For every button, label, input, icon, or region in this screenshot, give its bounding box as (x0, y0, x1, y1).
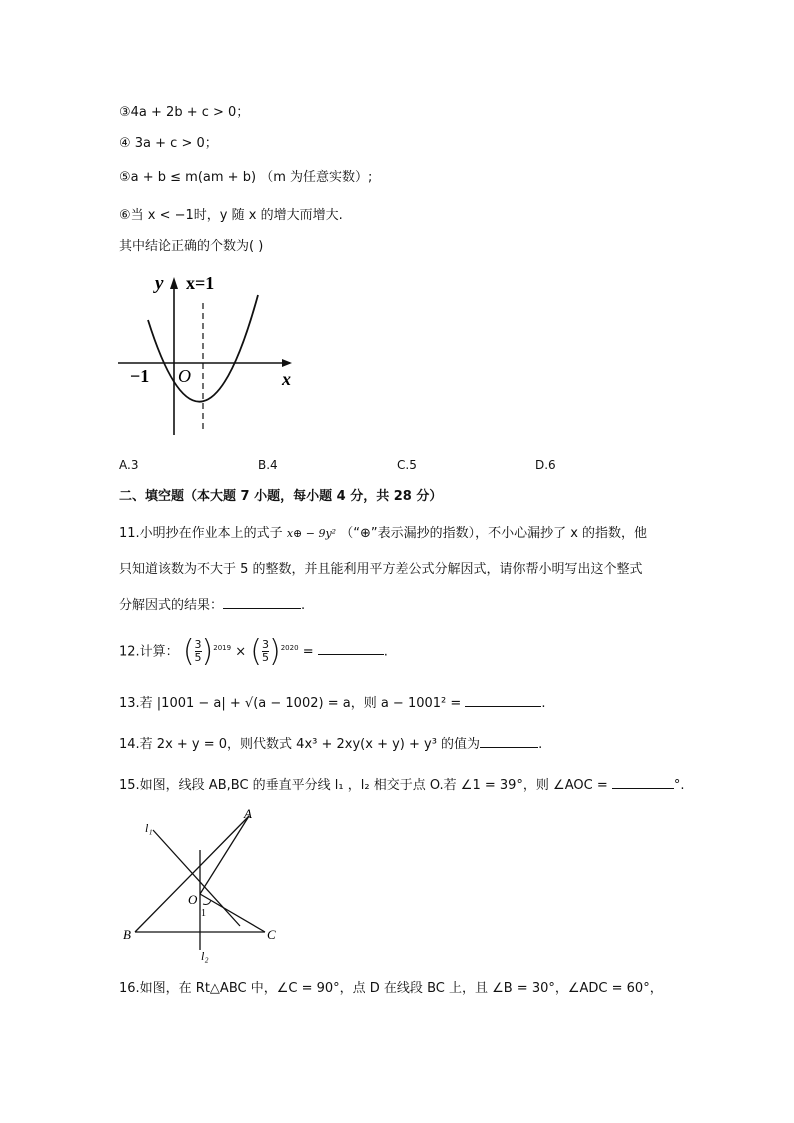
section-2-title: 二、填空题（本大题 7 小题，每小题 4 分，共 28 分） (119, 489, 443, 504)
q13-answer-blank[interactable] (465, 692, 541, 707)
x-axis-arrow (282, 359, 292, 367)
q14-period: . (538, 737, 543, 752)
label-o: O (188, 892, 198, 907)
label-b: B (123, 927, 131, 942)
conclusion-5 (119, 169, 372, 187)
q12-period: . (383, 644, 388, 660)
symmetry-axis-label: x=1 (186, 273, 215, 293)
bisector-diagram (115, 808, 285, 968)
q11-answer-blank[interactable] (223, 594, 301, 609)
label-l1: l₁ (145, 821, 153, 835)
q12-equals: = (302, 644, 314, 660)
q12-left-paren-1: ( (182, 633, 195, 669)
option-b: B.4 (258, 458, 278, 472)
option-c: C.5 (397, 458, 417, 472)
q12-exponent-2: 2020 (280, 644, 299, 652)
conclusion-5-note: （m 为任意实数）; (260, 170, 373, 185)
q15-line (119, 774, 685, 795)
bisector-l1 (153, 830, 240, 926)
q13-period: . (541, 696, 546, 711)
q12-numerator-1: 3 (194, 638, 202, 652)
q12-left-paren-2: ( (250, 633, 262, 669)
q12-fraction-2 (262, 639, 269, 664)
q12-right-paren-2: ) (269, 633, 281, 669)
label-c: C (267, 927, 276, 942)
q13-line (119, 692, 546, 713)
q12-times: × (235, 644, 247, 660)
q11-line-1 (119, 525, 647, 543)
q12-label: 12.计算： (119, 644, 179, 660)
x-axis-label: x (282, 369, 291, 389)
q14-text: 14.若 2x + y = 0，则代数式 4x³ + 2xy(x + y) + y³ 的值为 (119, 737, 481, 752)
q11-suffix: （“⊕”表示漏抄的指数），不小心漏抄了 x 的指数，他 (340, 526, 648, 541)
q12-right-paren-1: ) (201, 633, 214, 669)
q15-answer-blank[interactable] (612, 774, 674, 789)
segment-oc (200, 894, 265, 932)
q12-exponent-1: 2019 (213, 644, 232, 652)
y-axis-label: y (155, 273, 164, 294)
q12-denominator-2: 5 (262, 651, 269, 665)
option-a: A.3 (119, 458, 139, 472)
q15-degree-end: °. (673, 778, 685, 793)
q11-expression: x⊕ − 9y² (286, 527, 337, 540)
q11-answer-prompt: 分解因式的结果： (119, 598, 224, 613)
conclusion-5-math: ⑤a + b ≤ m(am + b) (119, 170, 257, 185)
option-d: D.6 (535, 458, 556, 472)
q16-line: 16.如图，在 Rt△ABC 中，∠C = 90°，点 D 在线段 BC 上，且 ∠B = 30°，∠ADC = 60°， (119, 981, 663, 996)
q14-answer-blank[interactable] (480, 733, 538, 748)
label-l2: l₂ (201, 949, 209, 963)
q14-line (119, 733, 542, 754)
conclusion-3: ③4a + 2b + c > 0； (119, 105, 250, 120)
y-axis-arrow (170, 277, 178, 289)
q12-line (119, 630, 388, 669)
q11-period: . (301, 598, 306, 613)
label-a: A (244, 808, 252, 821)
q13-text: 13.若 |1001 − a| + √(a − 1002) = a，则 a − 1001² = (119, 696, 462, 711)
angle-1-arc (203, 900, 211, 905)
origin-label: O (178, 366, 191, 386)
q12-answer-blank[interactable] (318, 640, 384, 655)
q11-line-3 (119, 594, 305, 615)
q12-fraction-1 (195, 639, 202, 664)
q11-prefix: 11.小明抄在作业本上的式子 (119, 526, 283, 541)
parabola-graph (110, 265, 310, 445)
q11-line-2: 只知道该数为不大于 5 的整数，并且能利用平方差公式分解因式，请你帮小明写出这个整式 (119, 562, 643, 577)
question-prompt: 其中结论正确的个数为( ) (119, 239, 264, 254)
q12-denominator-1: 5 (194, 651, 202, 665)
label-angle-1: 1 (201, 908, 206, 919)
neg-one-label: −1 (130, 366, 150, 386)
conclusion-4: ④ 3a + c > 0； (119, 136, 218, 151)
q15-text: 15.如图，线段 AB,BC 的垂直平分线 l₁ ，l₂ 相交于点 O.若 ∠1 = 39°，则 ∠AOC = (119, 778, 608, 793)
segment-oa (200, 816, 249, 894)
q12-numerator-2: 3 (262, 638, 269, 652)
conclusion-6: ⑥当 x < −1时，y 随 x 的增大而增大. (119, 208, 343, 223)
